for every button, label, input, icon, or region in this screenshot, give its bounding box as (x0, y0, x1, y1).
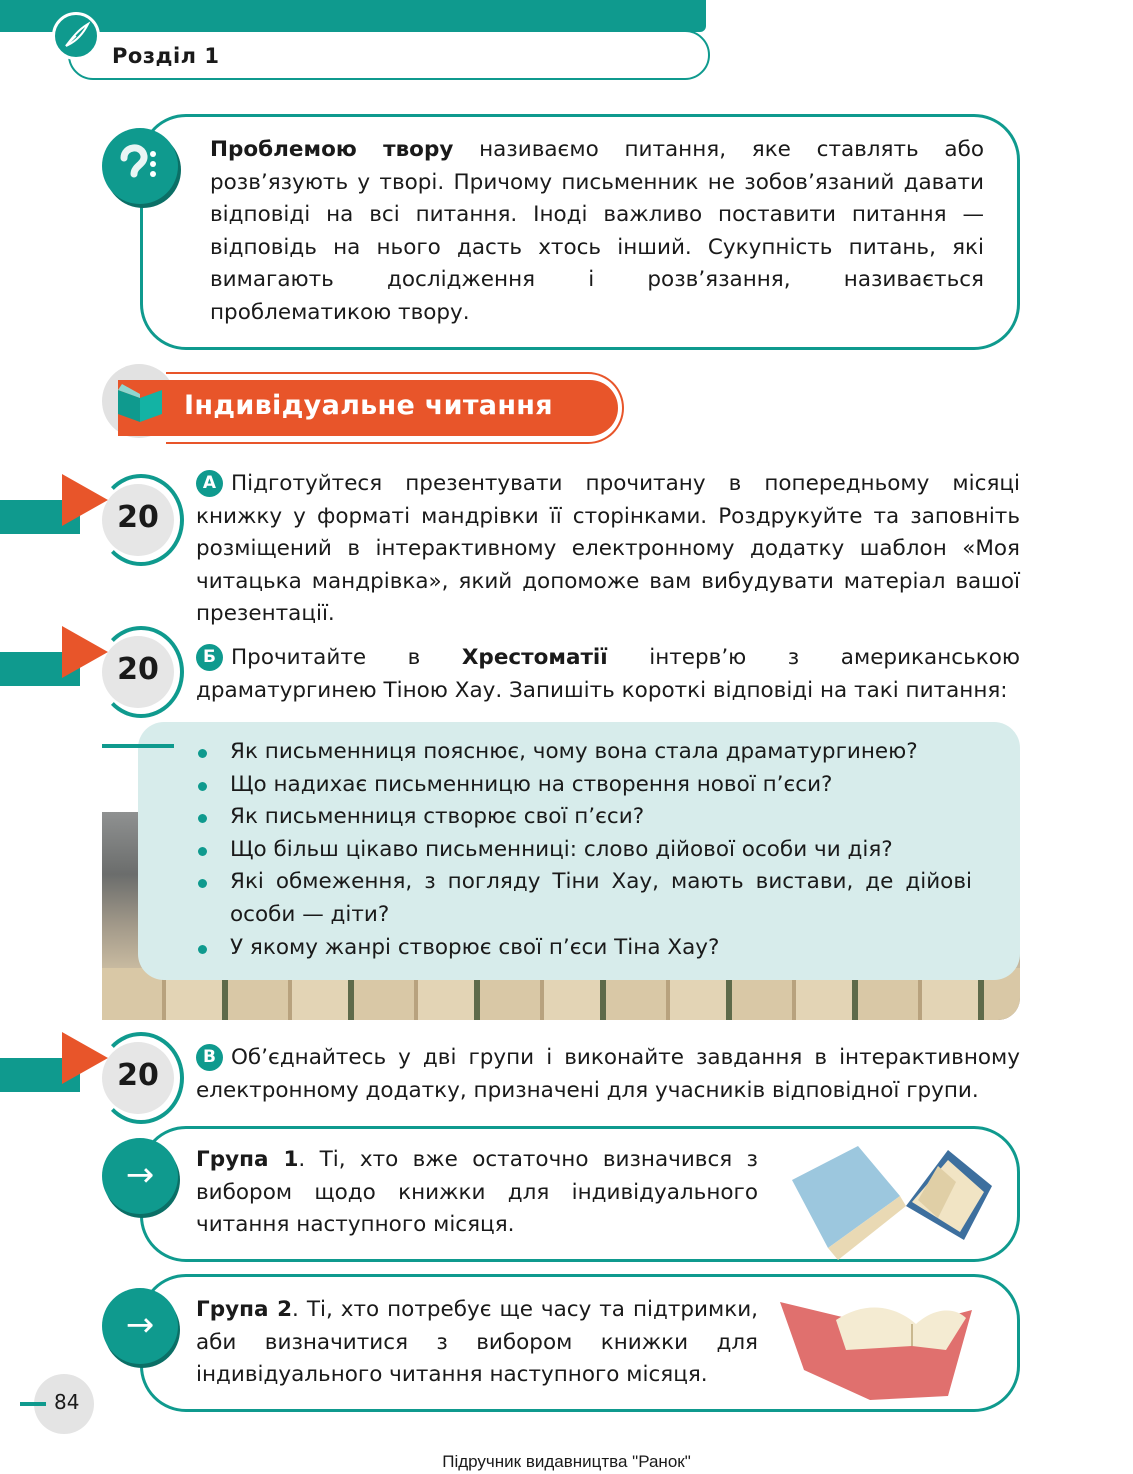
question-icon (102, 128, 178, 204)
task-v-body: Об’єднайтесь у дві групи і виконайте завдання в інтерактивному електронному додатку, призначені для учасників відповідної групи. (196, 1045, 1020, 1103)
section-title: Індивідуальне читання (184, 390, 553, 421)
anthology-title: Хрестоматії (461, 645, 608, 670)
header-band (0, 0, 706, 32)
task-badge: В (196, 1044, 223, 1071)
panel-connector (102, 744, 174, 748)
section-label: Розділ 1 (112, 44, 220, 68)
task-b-text (196, 642, 1020, 707)
book-icon (112, 376, 172, 430)
publisher-footer: Підручник видавництва "Ранок" (442, 1452, 691, 1471)
arrow-right-icon: → (102, 1138, 178, 1214)
task-badge: Б (196, 644, 223, 671)
page-number-line (20, 1402, 46, 1406)
definition-body: називаємо питання, яке ставлять або розв’язують у творі. Причому письменник не зобов’язаний давати відповіді на всі питання. Іноді важливо поставити питання — відповідь на нього дасть хтось інший. Сукупність питань, які вимагають дослідження і розв’язання, називається проблематикою твору. (210, 137, 984, 325)
task-a-body: Підготуйтеся презентувати прочитану в попередньому місяці книжку у форматі мандрівки її сторінками. Роздрукуйте та заповніть розміщений в інтерактивному електронному додатку шаблон «Моя читацька мандрівка», який допоможе вам вибудувати матеріал вашої презентації. (196, 471, 1020, 627)
list-item: Як письменниця пояснює, чому вона стала драматургинею? (196, 736, 996, 769)
definition-text (210, 134, 984, 330)
task-b-body-end: інтерв’ю з американською драматургинею Тіною Хау. Запишіть короткі відповіді на такі питання: (196, 645, 1020, 703)
task-a-text (196, 468, 1020, 631)
group-1-text (196, 1144, 758, 1242)
group-2-body: . Ті, хто потребує ще часу та підтримки, аби визначитися з вибором книжки для індивідуального читання наступного місяця. (196, 1297, 758, 1388)
task-points: 20 (117, 652, 159, 687)
page-number: 84 (54, 1390, 80, 1414)
questions-list (196, 736, 996, 964)
feather-icon (52, 12, 100, 60)
open-books-image (788, 1136, 998, 1276)
list-item: Що більш цікаво письменниці: слово дійової особи чи дія? (196, 834, 996, 867)
task-v-text (196, 1042, 1020, 1107)
task-b-body-start: Прочитайте в (231, 645, 462, 670)
group-2-title: Група 2 (196, 1297, 293, 1322)
task-badge: А (196, 470, 223, 497)
list-item: Які обмеження, з погляду Тіни Хау, мають вистави, де дійові особи — діти? (196, 866, 996, 931)
list-item: У якому жанрі створює свої п’єси Тіна Хау? (196, 932, 996, 965)
list-item: Що надихає письменницю на створення нової п’єси? (196, 769, 996, 802)
list-item: Як письменниця створює свої п’єси? (196, 801, 996, 834)
task-points: 20 (117, 1058, 159, 1093)
task-points: 20 (117, 500, 159, 535)
group-1-title: Група 1 (196, 1147, 299, 1172)
group-2-text (196, 1294, 758, 1392)
open-book-image (776, 1290, 982, 1406)
group-1-body: . Ті, хто вже остаточно визначився з вибором щодо книжки для індивідуального читання наступного місяця. (196, 1147, 758, 1238)
definition-term: Проблемою твору (210, 137, 454, 162)
arrow-right-icon: → (102, 1288, 178, 1364)
